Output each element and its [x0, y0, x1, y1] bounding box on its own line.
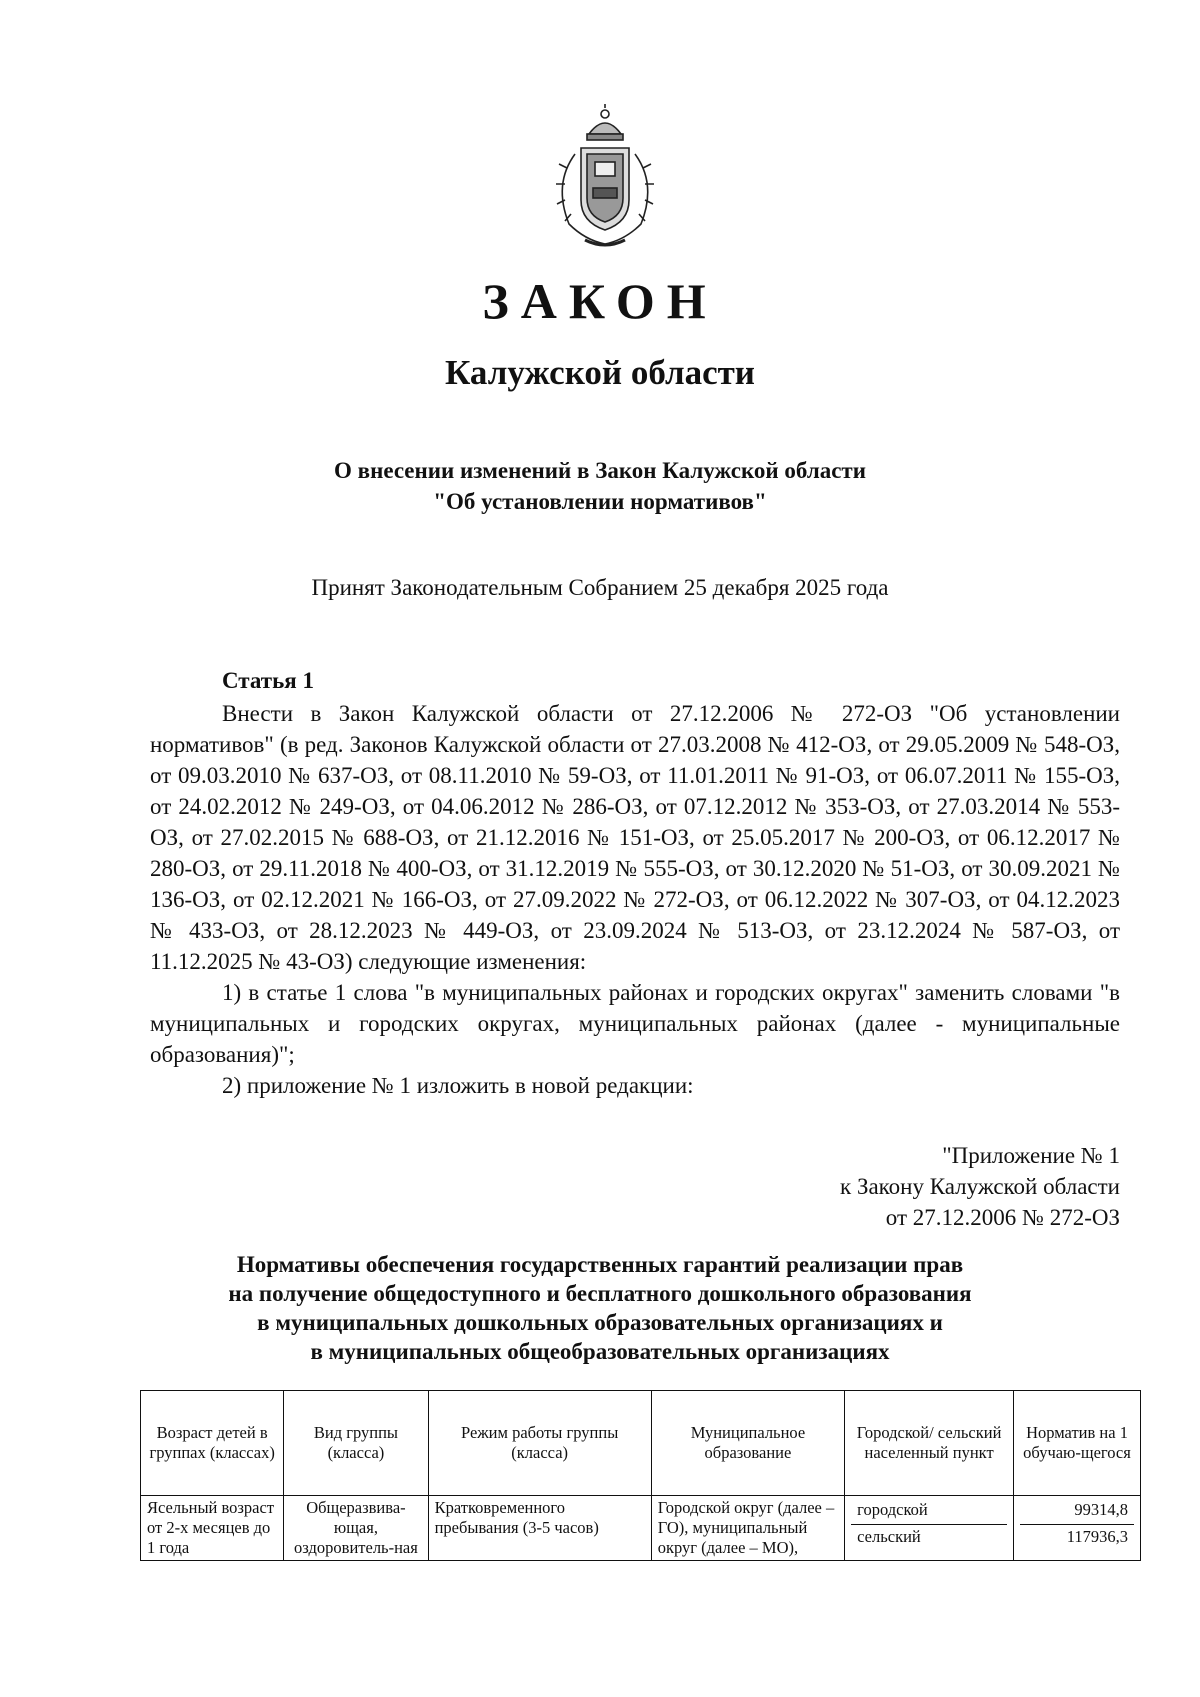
cell-municipality: Городской округ (далее – ГО), муниципальный округ (далее – МО),	[651, 1496, 844, 1561]
norms-title-line-2: на получение общедоступного и бесплатного дошкольного образования	[228, 1281, 972, 1306]
header-group-type: Вид группы (класса)	[284, 1391, 428, 1496]
norms-title-line-1: Нормативы обеспечения государственных гарантий реализации прав	[236, 1252, 964, 1277]
norms-title-line-3: в муниципальных дошкольных образовательных организациях и	[257, 1310, 943, 1335]
region-name: Калужской области	[445, 353, 755, 392]
article-body	[150, 698, 1120, 1101]
cell-settlement	[845, 1496, 1014, 1561]
norm-rural: 117936,3	[1020, 1524, 1134, 1551]
header-age: Возраст детей в группах (классах)	[141, 1391, 284, 1496]
appendix-line-2: к Закону Калужской области	[840, 1174, 1120, 1199]
cell-work-mode: Кратковременного пребывания (3-5 часов)	[428, 1496, 651, 1561]
appendix-reference	[840, 1140, 1120, 1233]
header-settlement: Городской/ сельский населенный пункт	[845, 1391, 1014, 1496]
norms-title-line-4: в муниципальных общеобразовательных организациях	[310, 1339, 890, 1364]
cell-age: Ясельный возраст от 2-х месяцев до 1 года	[141, 1496, 284, 1561]
header-municipality: Муниципальное образование	[651, 1391, 844, 1496]
article-paragraph: 2) приложение № 1 изложить в новой редакции:	[222, 1073, 694, 1098]
norm-urban: 99314,8	[1074, 1500, 1128, 1519]
table-header-row	[141, 1391, 1141, 1496]
document-title: ЗАКОН	[482, 273, 718, 329]
article-paragraph: Внести в Закон Калужской области от 27.12.2006 № 272-ОЗ "Об установлении нормативов" (в ред. Законов Калужской области от 27.03.2008 № 412-ОЗ, от 29.05.2009 № 548-ОЗ, от 09.03.2010 № 637-ОЗ, от 08.11.2010 № 59-ОЗ, от 11.01.2011 № 91-ОЗ, от 06.07.2011 № 155-ОЗ, от 24.02.2012 № 249-ОЗ, от 04.06.2012 № 286-ОЗ, от 07.12.2012 № 353-ОЗ, от 27.03.2014 № 553-ОЗ, от 27.02.2015 № 688-ОЗ, от 21.12.2016 № 151-ОЗ, от 25.05.2017 № 200-ОЗ, от 06.12.2017 № 280-ОЗ, от 29.11.2018 № 400-ОЗ, от 31.12.2019 № 555-ОЗ, от 30.12.2020 № 51-ОЗ, от 30.09.2021 № 136-ОЗ, от 02.12.2021 № 166-ОЗ, от 27.09.2022 № 272-ОЗ, от 06.12.2022 № 307-ОЗ, от 04.12.2023 № 433-ОЗ, от 28.12.2023 № 449-ОЗ, от 23.09.2024 № 513-ОЗ, от 23.12.2024 № 587-ОЗ, от 11.12.2025 № 43-ОЗ) следующие изменения:	[150, 701, 1120, 974]
coat-of-arms-emblem	[545, 104, 665, 252]
cell-group-type: Общеразвива-ющая, оздоровитель-ная	[284, 1496, 428, 1561]
header-norm: Норматив на 1 обучаю-щегося	[1014, 1391, 1141, 1496]
header-work-mode: Режим работы группы (класса)	[428, 1391, 651, 1496]
appendix-line-3: от 27.12.2006 № 272-ОЗ	[885, 1205, 1120, 1230]
appendix-line-1: "Приложение № 1	[942, 1143, 1120, 1168]
law-subtitle	[0, 455, 1200, 517]
cell-norm	[1014, 1496, 1141, 1561]
article-heading: Статья 1	[222, 668, 314, 693]
norms-table	[140, 1390, 1141, 1561]
norms-title	[0, 1250, 1200, 1366]
subtitle-line-1: О внесении изменений в Закон Калужской области	[334, 458, 866, 483]
table-row	[141, 1496, 1141, 1561]
settlement-urban: городской	[857, 1500, 928, 1519]
settlement-rural: сельский	[851, 1524, 1007, 1551]
article-paragraph: 1) в статье 1 слова "в муниципальных районах и городских округах" заменить словами "в муниципальных и городских округах, муниципальных районах (далее - муниципальные образования)";	[150, 980, 1120, 1067]
adoption-date-line: Принят Законодательным Собранием 25 декабря 2025 года	[311, 575, 889, 600]
subtitle-line-2: "Об установлении нормативов"	[433, 489, 767, 514]
